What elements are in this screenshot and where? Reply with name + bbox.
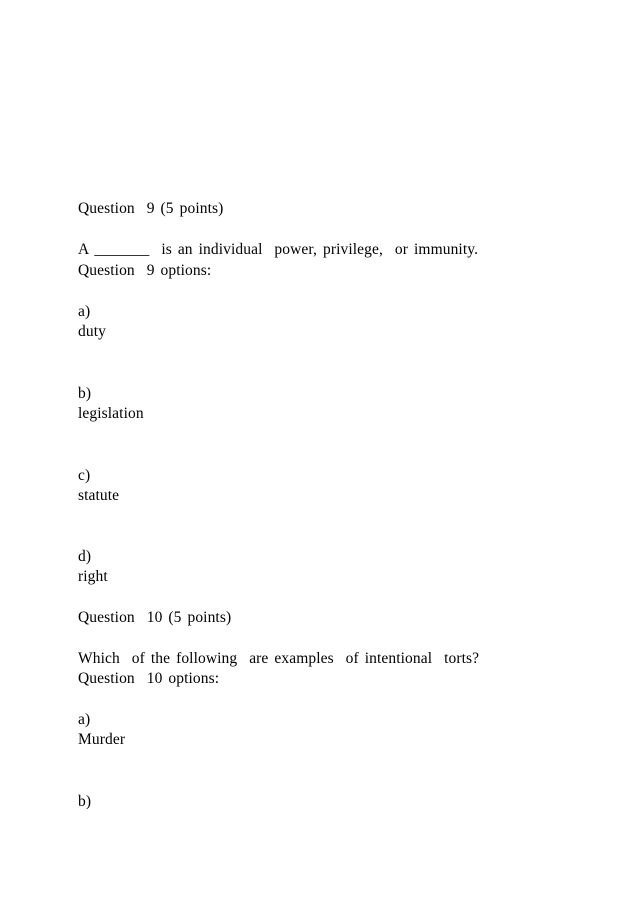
question-9-option-c-text: statute bbox=[78, 487, 120, 504]
question-9-option-a-letter: a) bbox=[78, 303, 91, 320]
question-9-option-a-text: duty bbox=[78, 323, 106, 340]
question-10-option-a-letter: a) bbox=[78, 711, 91, 728]
question-9-header: Question 9 (5 points) bbox=[78, 200, 224, 217]
question-10-prompt: Which of the following are examples of intentional torts? bbox=[78, 650, 480, 667]
question-10-option-a-text: Murder bbox=[78, 731, 126, 748]
question-9-option-c-letter: c) bbox=[78, 467, 91, 484]
question-9-option-d-letter: d) bbox=[78, 548, 92, 565]
question-9-options-label: Question 9 options: bbox=[78, 262, 212, 279]
question-10-header: Question 10 (5 points) bbox=[78, 609, 232, 626]
question-10-options-label: Question 10 options: bbox=[78, 670, 220, 687]
question-9-prompt: A _______ is an individual power, privilege, or immunity. bbox=[78, 241, 479, 258]
question-9-option-b-text: legislation bbox=[78, 405, 144, 422]
question-9-option-b-letter: b) bbox=[78, 385, 92, 402]
question-10-option-b-letter: b) bbox=[78, 793, 92, 810]
question-9-option-d-text: right bbox=[78, 568, 108, 585]
